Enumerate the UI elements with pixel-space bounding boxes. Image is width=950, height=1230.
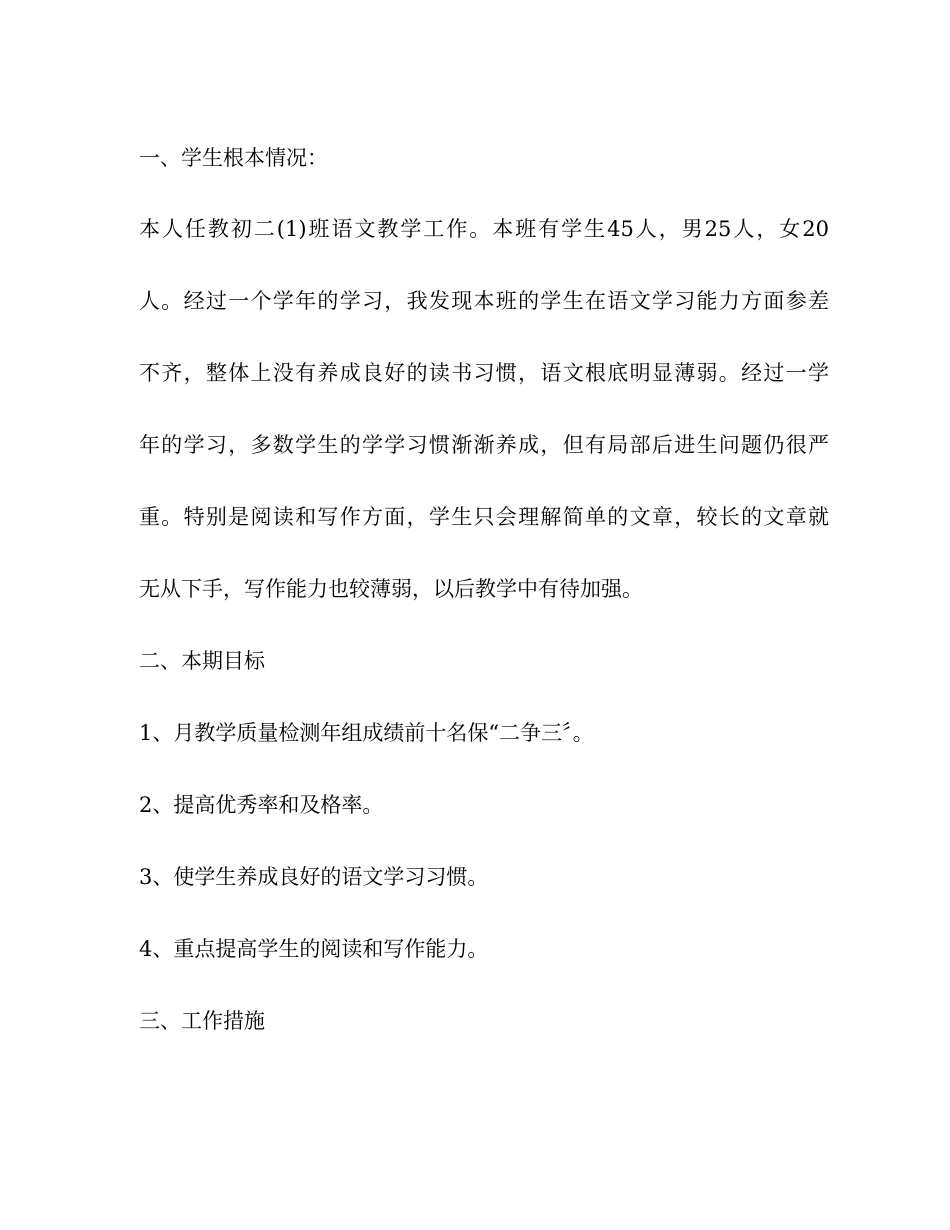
goal-item: 4、重点提高学生的阅读和写作能力。: [139, 937, 489, 961]
section-heading-work-measures: 三、工作措施: [139, 1009, 265, 1033]
section-heading-student-situation: 一、学生根本情况：: [139, 146, 328, 170]
goal-item: 2、提高优秀率和及格率。: [139, 793, 384, 817]
paragraph-line: 不齐，整体上没有养成良好的读书习惯，语文根底明显薄弱。经过一学: [139, 361, 829, 385]
section-heading-term-goals: 二、本期目标: [139, 649, 265, 673]
paragraph-line: 重。特别是阅读和写作方面，学生只会理解简单的文章，较长的文章就: [139, 505, 829, 529]
paragraph-line: 人。经过一个学年的学习，我发现本班的学生在语文学习能力方面参差: [139, 289, 829, 313]
goal-item: 1、月教学质量检测年组成绩前十名保“二争三〞。: [139, 721, 594, 745]
paragraph-line: 年的学习，多数学生的学学习惯渐渐养成，但有局部后进生问题仍很严: [139, 433, 829, 457]
paragraph-line: 本人任教初二(1)班语文教学工作。本班有学生45人，男25人，女20: [139, 217, 829, 241]
paragraph-line: 无从下手，写作能力也较薄弱，以后教学中有待加强。: [139, 577, 643, 601]
goal-item: 3、使学生养成良好的语文学习习惯。: [139, 865, 489, 889]
